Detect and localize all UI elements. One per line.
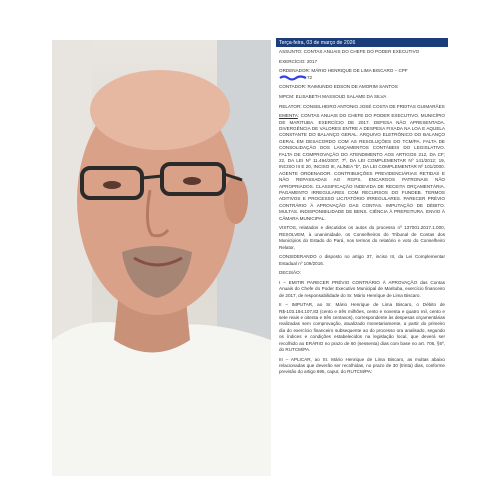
cpf-suffix: 72 [307,74,313,80]
ear [224,176,248,224]
decision-item-3: III – APLICAR, ao Sr. Mário Henrique de Lima Biscaro, as multas abaixo relacionadas que deverão ser recolhidas, no prazo de 30 (trinta) dias, conforme previsão do artigo 695, caput, do RUTCM/PA: [279,356,445,375]
ementa-paragraph [279,113,445,222]
official-gazette-excerpt [276,38,448,478]
gazette-date: Terça-feira, 03 de março de 2026 [279,40,356,46]
scribble-icon [279,75,307,81]
decision-item-2: II – IMPUTAR, ao Sr. Mário Henrique de Lima Biscaro, o Débito de R$-103.194.107,83 (cento e três milhões, cento e noventa e quatro mil, cento e sete reais e oitenta e três centavos), correspondente às despesas orçamentárias realizadas sem comprovação, atualizado monetariamente, a partir do primeiro dia do exercício financeiro subsequente ao do processo ora analisado, segundo os índices e condições estabelecidos na legislação local, que deverá ser recolhido ao ERÁRIO no prazo de 60 (sessenta) dias com base no art. 706, §5º, do RUTCM/PA. [279,302,445,352]
gazette-date-header [276,38,448,47]
mpcm-line: MPCM: ELISABETH MASSOUD SALAME DA SILVA [279,94,387,99]
cpf-redaction-mark [279,75,307,81]
fiscal-year-line: EXERCÍCIO: 2017 [279,58,318,64]
ordenador-text: ORDENADOR: MÁRIO HENRIQUE DE LIMA BISCARO – CPF [279,68,408,74]
accountant-line: CONTADOR: RAIMUNDO EDSON DE AMORIM SANTOS [279,84,398,90]
vistos-paragraph: VISTOS, relatados e discutidos os autos do processo nº 137001.2017.1.000, RESOLVEM, à unanimidade, os Conselheiros do Tribunal de Contas dos Municípios do Estado do Pará, nos termos do relatório e voto do Conselheiro Relator, [279,225,445,250]
left-eye [103,181,121,189]
bald-scalp [90,70,230,150]
subject-line: ASSUNTO: CONTAS ANUAIS DO CHEFE DO PODER EXECUTIVO [279,49,420,54]
ordenador-line [279,68,445,81]
rapporteur-line: RELATOR: CONSELHEIRO ANTONIO JOSÉ COSTA DE FREITAS GUIMARÃES [279,103,445,109]
portrait-photo [52,40,271,476]
ementa-text: : CONTAS ANUAIS DO CHEFE DO PODER EXECUTIVO. MUNICÍPIO DE MARITUBA. EXERCÍCIO DE 2017. DEFESA NÃO APRESENTADA. DIVERGÊNCIA DE VALORES ENTRE A DESPESA FIXADA NA LOA E AQUELA CONSTANTE DO BALANÇO GERAL. ARQUIVO ELETRÔNICO DO BALANÇO GERAL EM DESACORDO COM AS RESOLUÇÕES DO TCM/PA. FALTA DE CONSOLIDAÇÃO DOS LANÇAMENTOS CONTÁBEIS DO LEGISLATIVO. FALTA DE COMPROVAÇÃO DO ATENDIMENTO AOS ARTIGOS 212, DA CF; 22, DA LEI Nº 11.494/2007; 7º, DA LEI COMPLEMENTAR Nº 141/2012; 19, INCISO III E 20, INCISO III, ALÍNEA "b", DA LEI COMPLEMENTAR Nº 101/2000. AGENTE ORDENADOR. CONTRIBUIÇÕES PREVIDENCIÁRIAS RETIDAS E NÃO REPASSADAS AO RGPS. ENCARGOS PATRONAIS NÃO APROPRIADOS. CLASSIFICAÇÃO INDEVIDA DE RECEITA ORÇAMENTÁRIA. PAGAMENTO IRREGULARES COM RECURSOS DO FUNDEB. TERMOS ADITIVOS E PROCESSO LICITATÓRIO IRREGULARES. PARECER PRÉVIO CONTRÁRIO À APROVAÇÃO DAS CONTAS. IMPUTAÇÃO DE DÉBITO. MULTAS. INDISPONIBILIDADE DE BENS. CIÊNCIA À PREFEITURA. ENVIO À CÂMARA MUNICIPAL. [279,113,445,221]
decision-heading: DECISÃO: [279,270,301,276]
decision-text [276,47,448,376]
man-portrait-illustration [52,40,271,476]
considerando-paragraph: CONSIDERANDO o disposto no artigo 37, inciso III, da Lei Complementar Estadual nº 109/2016. [279,254,445,266]
decision-item-1: I – EMITIR PARECER PRÉVIO CONTRÁRIO À APROVAÇÃO das Contas Anuais do Chefe do Poder Executivo Municipal de Marituba, exercício financeiro de 2017, de responsabilidade do Sr. Mário Henrique de Lima Biscaro. [279,279,445,298]
right-eye [183,177,201,185]
ementa-label: EMENTA [279,113,298,119]
